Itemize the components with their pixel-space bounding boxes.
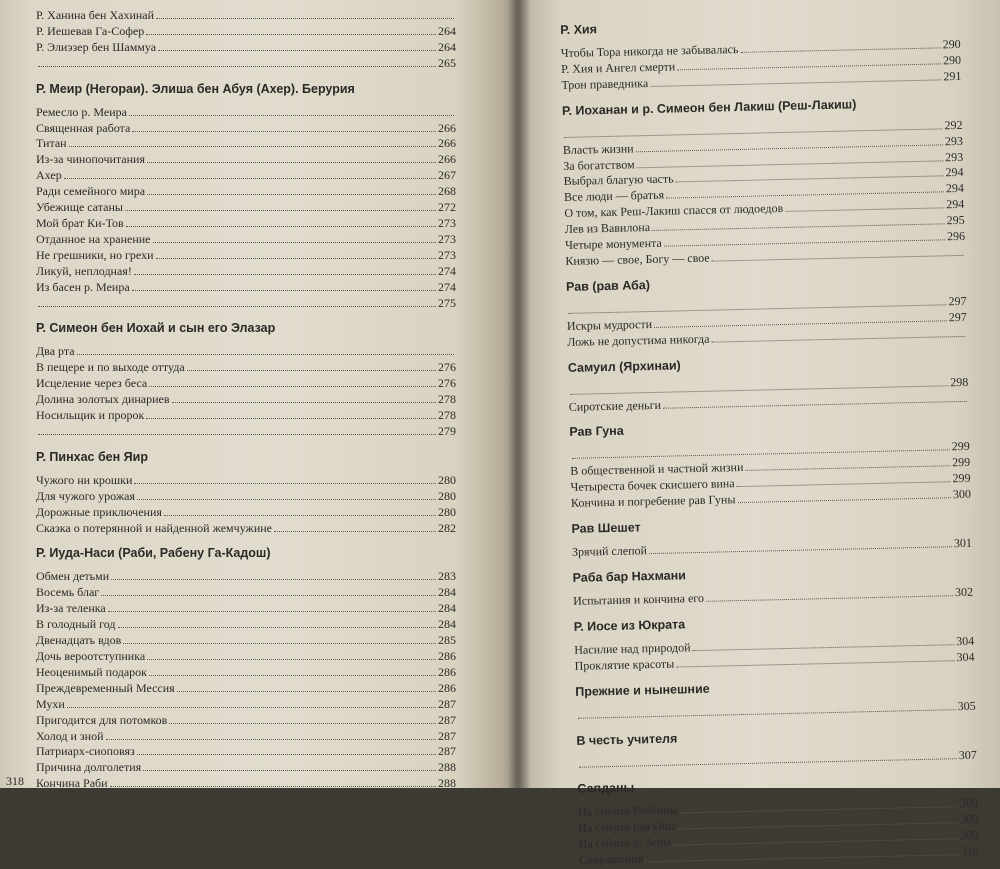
toc-section	[560, 13, 962, 94]
dot-leader	[146, 34, 436, 35]
section-heading: Р. Симеон бен Иохай и сын его Элазар	[36, 321, 276, 336]
entry-page-number: 309	[960, 827, 979, 843]
dot-leader	[123, 643, 436, 644]
left-page	[0, 0, 518, 791]
entry-title: Исцеление через беса	[36, 376, 148, 391]
entry-page-number: 272	[438, 200, 456, 215]
dot-leader	[649, 546, 952, 554]
entry-page-number: 302	[954, 584, 974, 600]
entry-title: В голодный год	[36, 617, 116, 632]
dot-leader	[101, 595, 436, 596]
entry-page-number: 267	[438, 168, 456, 183]
entry-page-number: 298	[950, 374, 969, 389]
entry-page-number: 293	[944, 133, 963, 148]
dot-leader	[134, 274, 436, 275]
dot-leader	[737, 481, 951, 487]
entry-title: Сиротские деньги	[568, 397, 662, 414]
entry-page-number: 294	[945, 165, 964, 180]
entry-page-number: 288	[438, 760, 456, 775]
entry-title: Из-за теленка	[36, 601, 106, 616]
entry-page-number: 276	[438, 360, 456, 375]
entry-title: Чтобы Тора никогда не забывалась	[560, 41, 739, 60]
entry-page-number: 280	[438, 472, 456, 487]
entry-page-number: 301	[953, 535, 973, 551]
entry-page-number: 297	[948, 293, 967, 309]
entry-title: За богатством	[563, 156, 635, 173]
entry-title: Дочь вероотступника	[36, 649, 146, 663]
entry-title: Р. Хия и Ангел смерти	[560, 59, 676, 76]
dot-leader	[169, 723, 436, 724]
section-heading: Р. Меир (Негораи). Элиша бен Абуя (Ахер). Берурия	[36, 81, 355, 96]
toc-entry	[36, 649, 456, 665]
toc-section	[572, 561, 973, 610]
dot-leader	[108, 611, 436, 612]
dot-leader	[149, 386, 436, 387]
toc-entry	[36, 489, 456, 505]
toc-entry	[36, 232, 456, 248]
entry-title: Чужого ни крошки	[36, 472, 133, 487]
toc-entry	[36, 617, 456, 633]
dot-leader	[111, 579, 436, 580]
book-gutter	[508, 0, 530, 788]
entry-page-number: 278	[438, 408, 456, 423]
toc-entry	[576, 698, 976, 723]
entry-title: Обмен детьми	[36, 569, 110, 584]
entry-title: Искры мудрости	[566, 316, 653, 333]
entry-page-number: 266	[438, 152, 456, 167]
dot-leader	[172, 402, 436, 403]
entry-title: Отданное на хранение	[36, 231, 151, 246]
section-heading: Р. Иоханан и р. Симеон бен Лакиш (Реш-Лакиш)	[561, 97, 857, 118]
toc-entry	[36, 665, 456, 681]
entry-page-number: 280	[438, 504, 456, 519]
entry-page-number: 273	[438, 247, 456, 262]
entry-title: Для чужого урожая	[36, 488, 136, 503]
toc-entry	[36, 713, 456, 729]
dot-leader	[143, 770, 436, 771]
toc-entry	[36, 408, 456, 424]
dot-leader	[147, 659, 436, 660]
entry-page-number: 299	[952, 471, 971, 486]
entry-page-number: 282	[438, 520, 456, 535]
dot-leader	[147, 162, 436, 163]
section-heading: Р. Хия	[560, 22, 598, 37]
entry-title: Неоценимый подарок	[36, 664, 147, 679]
dot-leader	[645, 854, 959, 862]
entry-title: Ремесло р. Меира	[36, 104, 127, 119]
entry-title: Сказка о потерянной и найденной жемчужине	[36, 520, 272, 535]
entry-title: Р. Элиэзер бен Шаммуа	[36, 39, 157, 54]
entry-page-number: 299	[951, 455, 971, 470]
entry-page-number: 287	[438, 728, 456, 743]
dot-leader	[650, 79, 941, 87]
dot-leader	[118, 627, 436, 628]
entry-title: Испытания и кончина его	[573, 590, 705, 608]
toc-entry	[36, 184, 456, 200]
toc-entry	[36, 264, 456, 280]
entry-page-number: 286	[438, 649, 456, 663]
toc-section	[577, 772, 979, 869]
entry-title: О том, как Реш-Лакиш спасся от людоедов	[564, 201, 784, 221]
entry-page-number: 308	[959, 796, 979, 811]
entry-title: Из-за чинопочитания	[36, 152, 145, 167]
entry-page-number: 274	[438, 263, 456, 278]
entry-page-number: 287	[438, 712, 456, 727]
toc-section	[568, 350, 969, 415]
dot-leader	[106, 739, 436, 740]
entry-page-number: 291	[943, 68, 962, 84]
dot-leader	[745, 466, 950, 472]
entry-page-number: 293	[945, 149, 964, 164]
toc-entry	[36, 521, 456, 537]
toc-section	[575, 674, 976, 723]
entry-title: В общественной и частной жизни	[570, 460, 744, 479]
entry-page-number: 287	[438, 696, 456, 711]
entry-title: Четыреста бочек скисшего вина	[570, 476, 735, 495]
entry-title: Пригодится для потомков	[36, 712, 168, 727]
dot-leader	[147, 194, 436, 195]
dot-leader	[156, 18, 454, 19]
entry-title: Дорожные приключения	[36, 504, 162, 519]
toc-entry	[577, 747, 977, 772]
entry-title: Трон праведника	[561, 75, 649, 92]
toc-entry	[36, 744, 456, 760]
dot-leader	[38, 306, 436, 307]
entry-page-number: 297	[948, 309, 967, 325]
toc-entry	[36, 473, 456, 489]
toc-entry	[36, 280, 456, 296]
dot-leader	[137, 499, 436, 500]
entry-title: На смерть р. Зеры	[578, 834, 672, 852]
dot-leader	[110, 786, 436, 787]
dot-leader	[149, 675, 436, 676]
dot-leader	[785, 208, 944, 213]
entry-title: Р. Ханина бен Хахинай	[36, 8, 155, 22]
entry-page-number: 299	[951, 439, 970, 454]
entry-page-number: 304	[956, 633, 975, 649]
entry-page-number: 264	[438, 23, 456, 38]
toc-entry	[36, 697, 456, 713]
dot-leader	[579, 758, 957, 768]
entry-page-number: 305	[957, 698, 976, 713]
entry-title: Лев из Вавилона	[564, 220, 651, 237]
dot-leader	[156, 258, 436, 259]
entry-title: В пещере и по выходе оттуда	[36, 360, 185, 375]
toc-entry	[36, 8, 456, 24]
entry-page-number: 273	[438, 215, 456, 230]
entry-title: Священная работа	[36, 120, 131, 135]
entry-page-number: 283	[438, 569, 456, 584]
entry-title: Носильщик и пророк	[36, 408, 145, 423]
section-heading: Рав Гуна	[569, 424, 624, 440]
toc-entry	[36, 216, 456, 232]
entry-title: Убежище сатаны	[36, 200, 123, 215]
entry-title: На смерть Раббины	[577, 802, 679, 820]
entry-title: Насилие над природой	[574, 640, 691, 657]
entry-page-number: 286	[438, 664, 456, 679]
dot-leader	[740, 47, 940, 53]
entry-title: Мухи	[36, 696, 65, 711]
dot-leader	[129, 115, 454, 116]
dot-leader	[146, 418, 436, 419]
dot-leader	[153, 242, 437, 243]
dot-leader	[38, 66, 436, 67]
dot-leader	[676, 660, 954, 667]
section-heading: Раба бар Нахмани	[572, 568, 687, 585]
entry-title: Преждевременный Мессия	[36, 680, 175, 695]
dot-leader	[663, 400, 967, 408]
entry-title: Четыре монумента	[564, 235, 662, 253]
entry-title: Мой брат Ки-Тов	[36, 215, 124, 230]
dot-leader	[125, 210, 436, 211]
entry-page-number: 288	[438, 776, 456, 791]
toc-section	[576, 723, 977, 772]
entry-page-number: 295	[946, 213, 965, 228]
entry-page-number: 310	[960, 843, 980, 859]
entry-title: Р. Иешевав Га-Софер	[36, 23, 145, 38]
entry-title: Ахер	[36, 168, 62, 183]
toc-entry	[36, 585, 456, 601]
entry-page-number: 307	[958, 747, 977, 762]
entry-title: Ликуй, неплодная!	[36, 263, 132, 278]
entry-page-number: 296	[946, 228, 966, 244]
entry-page-number: 265	[438, 55, 456, 70]
entry-title: Кончина и погребение рав Гуны	[570, 492, 736, 510]
entry-title: Кончина Раби	[36, 776, 108, 791]
entry-page-number: 284	[438, 601, 456, 616]
entry-page-number: 266	[438, 120, 456, 135]
dot-leader	[177, 691, 436, 692]
toc-section	[36, 81, 456, 312]
entry-title: Зрячий слепой	[571, 543, 648, 559]
entry-title: Двенадцать вдов	[36, 633, 122, 648]
entry-page-number: 268	[438, 184, 456, 199]
toc-entry	[36, 505, 456, 521]
dot-leader	[77, 354, 454, 355]
entry-title: Сокращения	[578, 851, 644, 867]
toc-entry	[36, 248, 456, 264]
entry-page-number: 279	[438, 423, 456, 438]
entry-page-number: 276	[438, 376, 456, 391]
dot-leader	[126, 226, 436, 227]
dot-leader	[67, 707, 436, 708]
toc-entry	[573, 585, 973, 610]
dot-leader	[274, 531, 436, 532]
dot-leader	[738, 497, 951, 503]
toc-entry	[36, 681, 456, 697]
dot-leader	[134, 483, 436, 484]
toc-entry	[36, 776, 456, 792]
section-heading: Прежние и нынешние	[575, 681, 710, 699]
section-heading: Р. Иуда-Наси (Раби, Рабену Га-Кадош)	[36, 546, 271, 561]
entry-page-number: 292	[944, 117, 963, 133]
entry-page-number: 274	[438, 279, 456, 294]
entry-page-number: 286	[438, 680, 456, 695]
toc-entry	[36, 121, 456, 137]
toc-entry	[36, 296, 456, 312]
toc-section	[569, 415, 971, 512]
entry-page-number: 278	[438, 392, 456, 407]
toc-section	[562, 94, 966, 270]
toc-section	[36, 545, 456, 792]
entry-title: Все люди — братья	[563, 188, 665, 205]
dot-leader	[69, 146, 436, 147]
entry-page-number: 287	[438, 744, 456, 759]
entry-title: Из басен р. Меира	[36, 279, 130, 294]
toc-entry	[36, 729, 456, 745]
entry-title: На смерть рав Оше	[578, 818, 677, 836]
entry-page-number: 304	[956, 649, 975, 664]
dot-leader	[38, 434, 436, 435]
toc-entry	[36, 633, 456, 649]
entry-page-number: 266	[438, 136, 456, 151]
dot-leader	[132, 131, 436, 132]
dot-leader	[137, 754, 436, 755]
entry-title: Выбрал благую часть	[563, 171, 674, 189]
page-number: 318	[6, 774, 24, 788]
entry-title: Проклятие красоты	[574, 656, 675, 673]
toc-entry	[36, 569, 456, 585]
entry-title: Власть жизни	[562, 140, 634, 157]
toc-section	[36, 449, 456, 537]
entry-title: Патриарх-сиоповяз	[36, 744, 135, 759]
entry-page-number: 280	[438, 488, 456, 503]
toc-section	[36, 8, 456, 72]
toc-entry	[36, 40, 456, 56]
entry-title: Не грешники, но грехи	[36, 247, 154, 262]
entry-page-number: 284	[438, 617, 456, 632]
toc-entry	[36, 56, 456, 72]
toc-entry	[36, 105, 456, 121]
toc-section	[571, 512, 972, 561]
section-heading: Рав Шешет	[571, 520, 641, 536]
section-heading: В честь учителя	[576, 731, 678, 748]
toc-entry	[36, 424, 456, 440]
toc-entry	[36, 200, 456, 216]
dot-leader	[706, 595, 953, 602]
entry-title: Восемь благ	[36, 585, 100, 600]
entry-title: Причина долголетия	[36, 760, 142, 775]
entry-title: Долина золотых динариев	[36, 392, 170, 407]
entry-page-number: 264	[438, 39, 456, 54]
entry-title: Ложь не допустима никогда	[567, 331, 710, 349]
section-heading: Самуил (Ярхинаи)	[567, 357, 681, 375]
entry-title: Титан	[36, 136, 67, 151]
entry-title: Два рта	[36, 344, 75, 359]
entry-page-number: 309	[960, 812, 979, 827]
entry-page-number: 285	[438, 633, 456, 648]
entry-page-number: 294	[945, 181, 965, 196]
entry-page-number: 300	[952, 486, 972, 502]
toc-section	[36, 320, 456, 439]
toc-entry	[572, 536, 972, 561]
toc-entry	[36, 152, 456, 168]
toc-entry	[36, 168, 456, 184]
entry-page-number: 290	[942, 52, 962, 68]
dot-leader	[158, 50, 436, 51]
dot-leader	[578, 709, 956, 719]
section-heading: Сапданы	[577, 780, 635, 797]
entry-title: Ради семейного мира	[36, 184, 146, 199]
toc-section	[574, 610, 975, 675]
right-page	[518, 0, 1000, 867]
dot-leader	[132, 290, 436, 291]
entry-title: Холод и зной	[36, 728, 104, 743]
toc-entry	[36, 376, 456, 392]
section-heading: Рав (рав Аба)	[565, 277, 651, 294]
toc-entry	[36, 136, 456, 152]
toc-entry	[36, 360, 456, 376]
dot-leader	[64, 178, 436, 179]
entry-page-number: 275	[438, 295, 456, 310]
entry-page-number: 290	[942, 36, 961, 52]
toc-entry	[36, 24, 456, 40]
section-heading: Р. Пинхас бен Яир	[36, 449, 148, 464]
entry-page-number: 284	[438, 585, 456, 600]
toc-entry	[36, 601, 456, 617]
dot-leader	[712, 255, 964, 262]
right-contents-column	[560, 11, 979, 869]
entry-page-number: 273	[438, 231, 456, 246]
entry-page-number: 294	[946, 197, 965, 212]
section-heading: Р. Иосе из Юкрата	[573, 617, 686, 634]
dot-leader	[187, 370, 436, 371]
left-contents-column	[36, 8, 456, 792]
toc-entry	[36, 760, 456, 776]
dot-leader	[164, 515, 436, 516]
dot-leader	[712, 336, 966, 343]
toc-entry	[36, 392, 456, 408]
toc-section	[566, 270, 968, 351]
entry-title: Князю — свое, Богу — свое	[565, 250, 710, 268]
toc-entry	[36, 344, 456, 360]
